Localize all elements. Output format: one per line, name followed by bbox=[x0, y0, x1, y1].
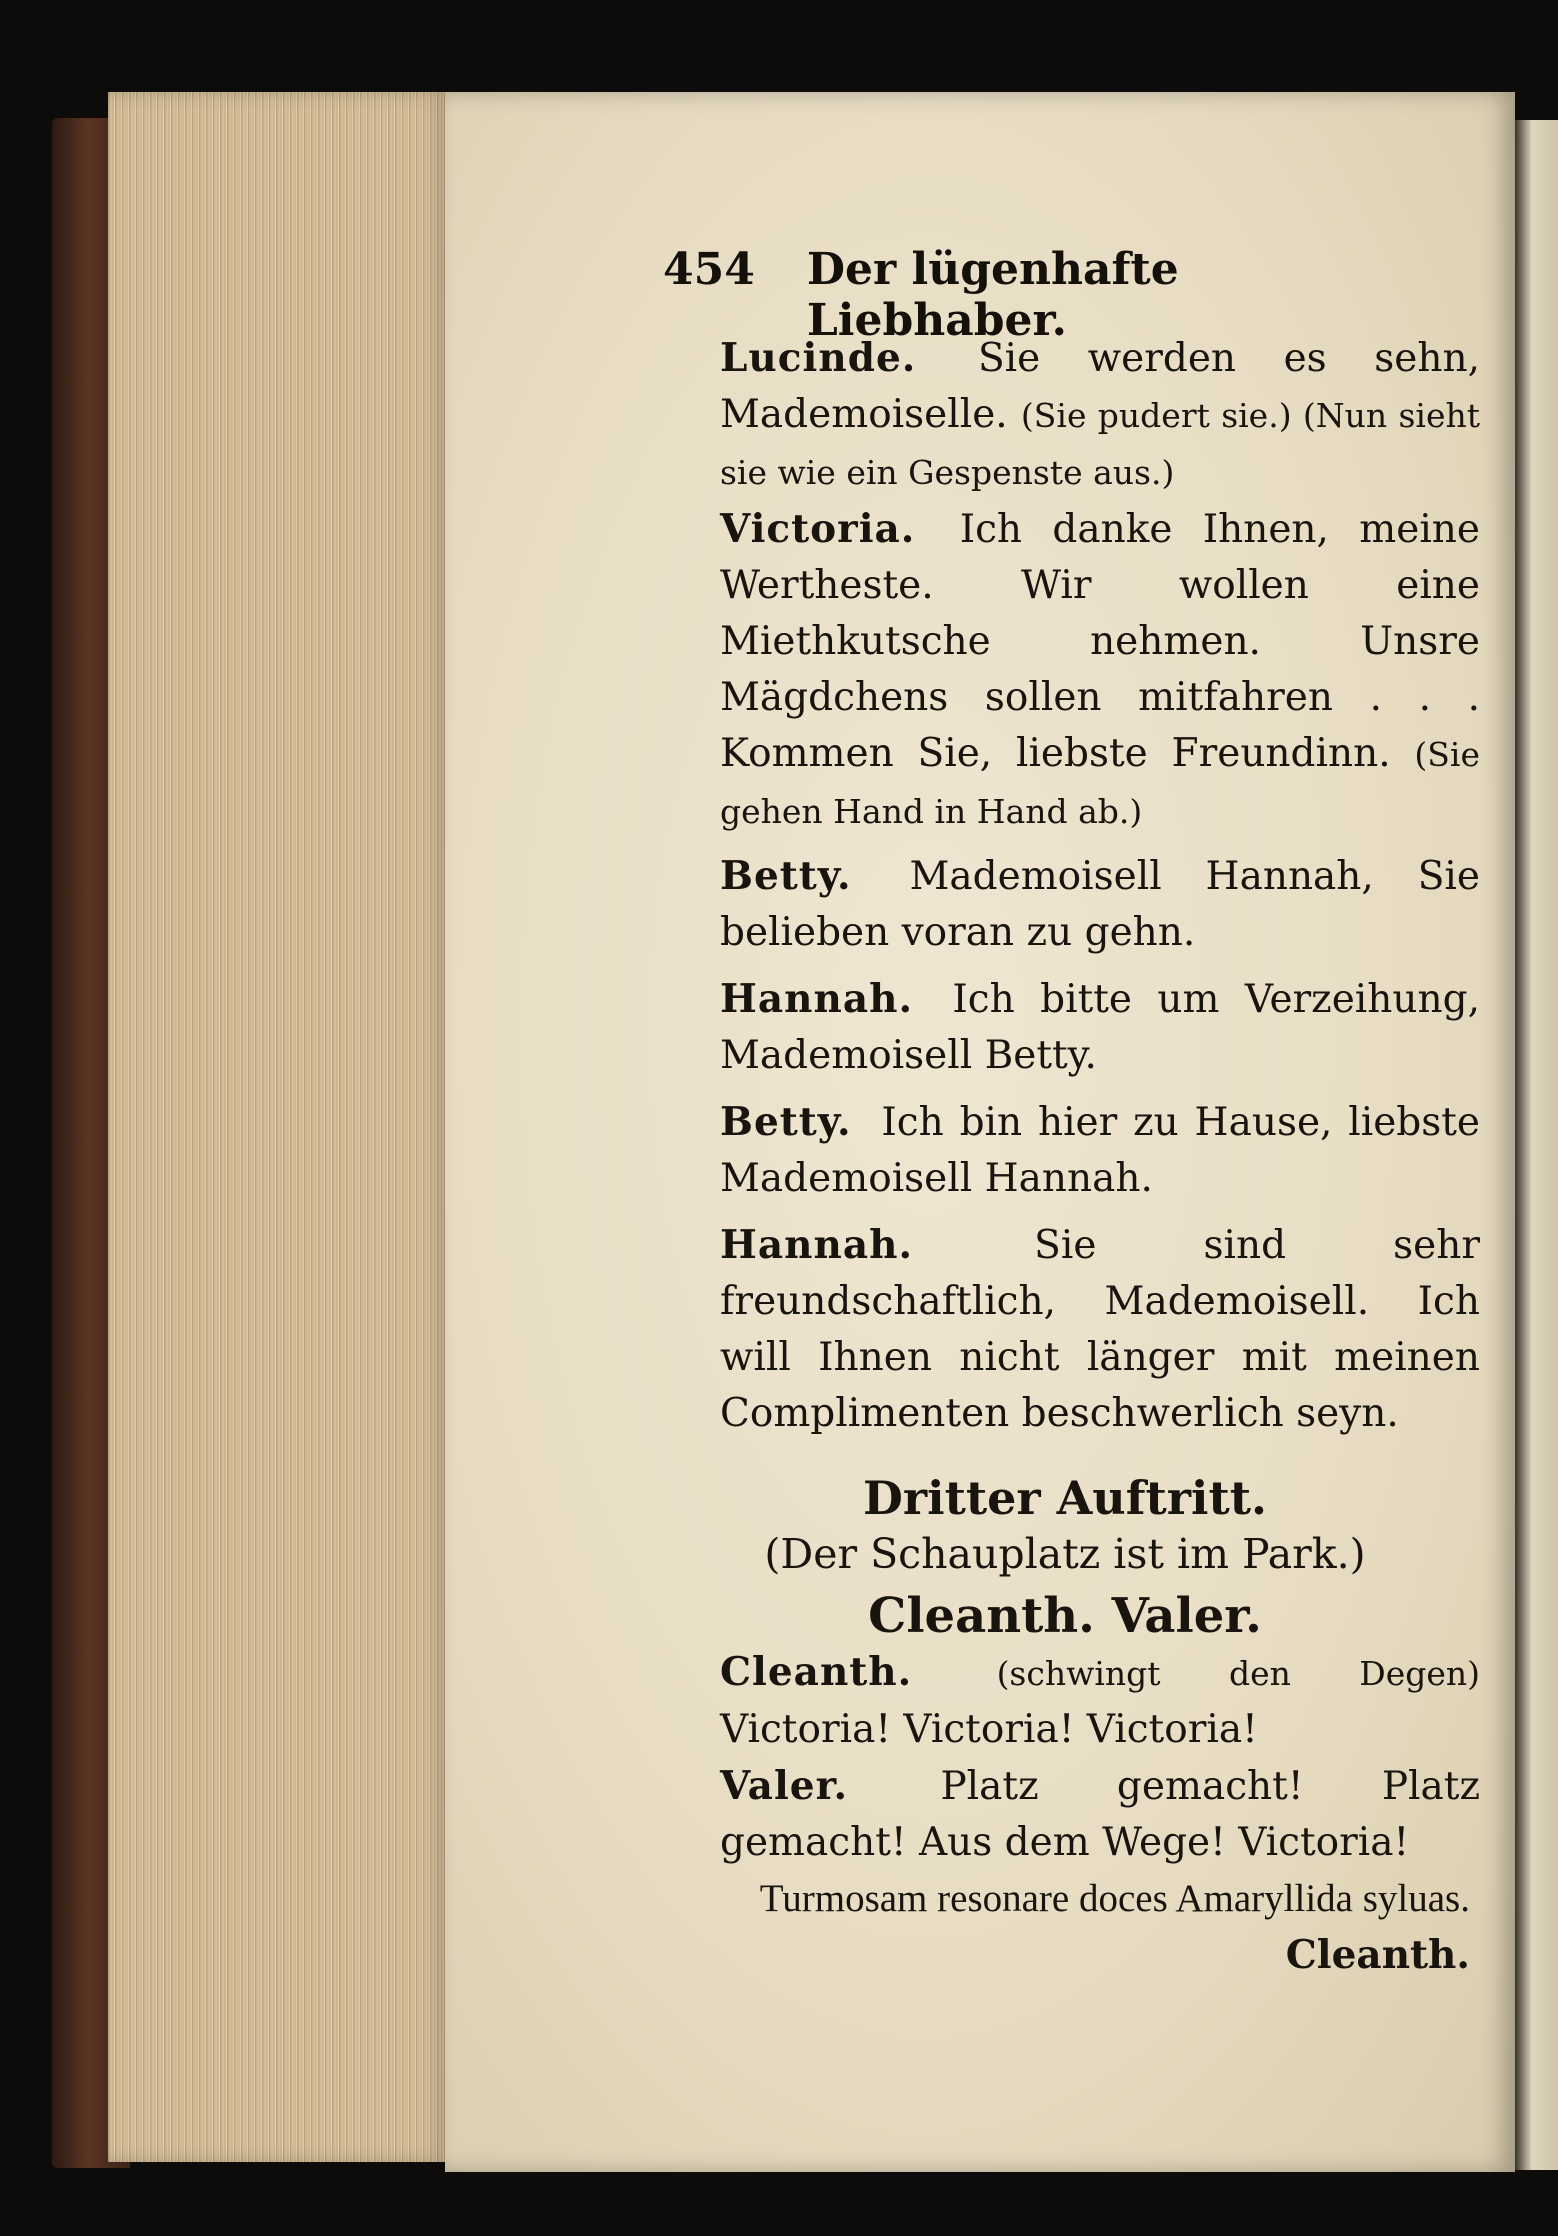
page-edges bbox=[108, 92, 448, 2162]
scene-heading: Dritter Auftritt. bbox=[862, 1471, 1267, 1525]
dialogue-line bbox=[650, 971, 1480, 1084]
speaker-name: Hannah. bbox=[720, 1222, 914, 1268]
line-text: Platz gemacht! Platz gemacht! Aus dem Wege! Victoria! bbox=[720, 1764, 1480, 1865]
line-text: Victoria! Victoria! Victoria! bbox=[720, 1707, 1258, 1752]
dialogue-line bbox=[650, 1217, 1480, 1442]
scene-cast: Cleanth. Valer. bbox=[868, 1588, 1262, 1644]
dialogue-line bbox=[650, 1758, 1480, 1871]
speaker-name: Valer. bbox=[720, 1763, 849, 1809]
dialogue-line bbox=[650, 1644, 1480, 1758]
line-text: Mademoisell Hannah, Sie belieben voran zu gehn. bbox=[720, 854, 1480, 955]
stage-direction: (Sie gehen Hand in Hand ab.) bbox=[720, 735, 1480, 831]
speaker-name: Betty. bbox=[720, 853, 852, 899]
speaker-name: Lucinde. bbox=[720, 335, 917, 381]
facing-page-edge bbox=[1515, 120, 1558, 2170]
speaker-name: Cleanth. bbox=[720, 1649, 913, 1695]
dialogue-line bbox=[650, 848, 1480, 961]
speaker-name: Victoria. bbox=[720, 506, 916, 552]
speaker-name: Hannah. bbox=[720, 976, 914, 1022]
catchword: Cleanth. bbox=[1285, 1932, 1470, 1978]
running-title: Der lügenhafte Liebhaber. bbox=[806, 244, 1179, 346]
page-number: 454 bbox=[663, 244, 755, 295]
line-text: Ich danke Ihnen, meine Wertheste. Wir wollen eine Miethkutsche nehmen. Unsre Mägdchens sollen mitfahren . . . Kommen Sie, liebste Freundinn. bbox=[720, 507, 1480, 776]
latin-quote: Turmosam resonare doces Amaryllida syluas. bbox=[759, 1877, 1470, 1920]
stage-direction: (Sie pudert sie.) (Nun sieht sie wie ein Gespenste aus.) bbox=[720, 396, 1480, 492]
page-text bbox=[650, 330, 1480, 1983]
line-text: Ich bin hier zu Hause, liebste Mademoisell Hannah. bbox=[720, 1100, 1481, 1201]
dialogue-line bbox=[650, 501, 1480, 840]
dialogue-line bbox=[650, 1094, 1480, 1207]
scene-setting: (Der Schauplatz ist im Park.) bbox=[764, 1530, 1366, 1578]
speaker-name: Betty. bbox=[720, 1099, 852, 1145]
line-text: Sie werden es sehn, Mademoiselle. bbox=[720, 336, 1480, 437]
dialogue-line bbox=[650, 330, 1480, 501]
stage-direction: (schwingt den Degen) bbox=[996, 1654, 1481, 1693]
line-text: Ich bitte um Verzeihung, Mademoisell Betty. bbox=[720, 977, 1480, 1078]
line-text: Sie sind sehr freundschaftlich, Mademoisell. Ich will Ihnen nicht länger mit meinen Complimenten beschwerlich seyn. bbox=[720, 1223, 1480, 1436]
